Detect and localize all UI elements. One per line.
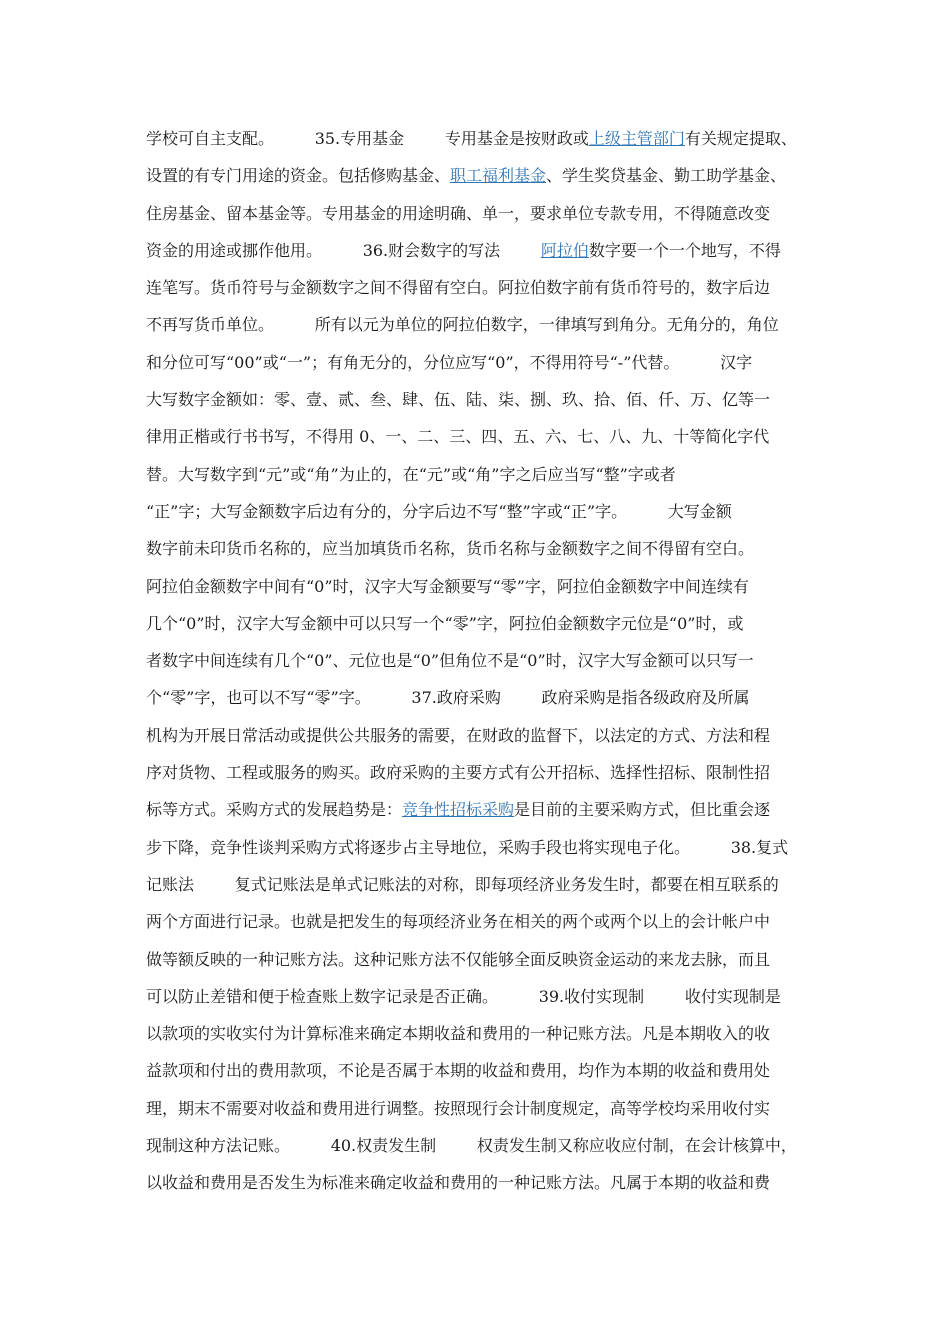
text-line — [146, 1052, 816, 1089]
text-line — [146, 679, 816, 716]
text-segment: 和分位可写“00”或“一”；有角无分的，分位应写“0”，不得用符号“-”代替。 汉字 — [146, 352, 753, 372]
text-segment: 资金的用途或挪作他用。 36.财会数字的写法 — [146, 240, 541, 260]
text-line — [146, 605, 816, 642]
text-line — [146, 829, 816, 866]
text-line — [146, 754, 816, 791]
hyperlink[interactable]: 职工福利基金 — [450, 166, 547, 186]
text-segment: 学校可自主支配。 35.专用基金 专用基金是按财政或 — [146, 129, 589, 148]
text-line — [146, 717, 816, 754]
hyperlink[interactable]: 上级主管部门 — [588, 129, 685, 148]
text-segment: 两个方面进行记录。也就是把发生的每项经济业务在相关的两个或两个以上的会计帐户中 — [146, 912, 771, 932]
text-line — [146, 1090, 816, 1127]
text-line — [146, 418, 816, 455]
hyperlink[interactable]: 竞争性招标采购 — [402, 800, 515, 820]
text-line — [146, 866, 816, 903]
text-line — [146, 1015, 816, 1052]
text-segment: 数字前未印货币名称的，应当加填货币名称，货币名称与金额数字之间不得留有空白。 — [146, 539, 755, 559]
text-line — [146, 978, 816, 1015]
text-segment: 现制这种方法记账。 40.权责发生制 权责发生制又称应收应付制，在会计核算中， — [146, 1136, 797, 1156]
hyperlink[interactable]: 阿拉伯 — [540, 240, 589, 260]
text-segment: 设置的有专门用途的资金。包括修购基金、 — [146, 166, 451, 186]
text-line — [146, 344, 816, 381]
text-segment: 做等额反映的一种记账方法。这种记账方法不仅能够全面反映资金运动的来龙去脉，而且 — [146, 949, 771, 969]
text-segment: 律用正楷或行书书写，不得用 0、一、二、三、四、五、六、七、八、九、十等简化字代 — [146, 427, 770, 447]
text-line — [146, 941, 816, 978]
text-line — [146, 456, 816, 493]
text-line — [146, 269, 816, 306]
text-segment: 机构为开展日常活动或提供公共服务的需要，在财政的监督下，以法定的方式、方法和程 — [146, 725, 771, 745]
text-segment: 序对货物、工程或服务的购买。政府采购的主要方式有公开招标、选择性招标、限制性招 — [146, 763, 771, 783]
text-segment: 是目前的主要采购方式，但比重会逐 — [514, 800, 771, 820]
text-line — [146, 530, 816, 567]
text-segment: “正”字；大写金额数字后边有分的，分字后边不写“整”字或“正”字。 大写金额 — [146, 501, 732, 521]
text-line — [146, 642, 816, 679]
document-body — [146, 120, 816, 1202]
text-segment: 、学生奖贷基金、勤工助学基金、 — [546, 166, 787, 186]
text-segment: 阿拉伯金额数字中间有“0”时，汉字大写金额要写“零”字，阿拉伯金额数字中间连续有 — [146, 576, 749, 596]
text-line — [146, 1127, 816, 1164]
text-line — [146, 381, 816, 418]
text-line — [146, 120, 816, 157]
text-segment: 标等方式。采购方式的发展趋势是： — [146, 800, 403, 820]
text-segment: 者数字中间连续有几个“0”、元位也是“0”但角位不是“0”时，汉字大写金额可以只写一 — [146, 651, 754, 671]
text-line — [146, 232, 816, 269]
text-segment: 几个“0”时，汉字大写金额中可以只写一个“零”字，阿拉伯金额数字元位是“0”时，或 — [146, 613, 744, 633]
text-line — [146, 1164, 816, 1201]
text-segment: 替。大写数字到“元”或“角”为止的，在“元”或“角”字之后应当写“整”字或者 — [146, 464, 676, 484]
text-segment: 住房基金、留本基金等。专用基金的用途明确、单一，要求单位专款专用，不得随意改变 — [146, 203, 771, 223]
text-segment: 数字要一个一个地写，不得 — [588, 240, 781, 260]
text-line — [146, 493, 816, 530]
text-segment: 步下降，竞争性谈判采购方式将逐步占主导地位，采购手段也将实现电子化。 38.复式 — [146, 837, 789, 857]
text-segment: 以款项的实收实付为计算标准来确定本期收益和费用的一种记账方法。凡是本期收入的收 — [146, 1024, 771, 1044]
text-segment: 个“零”字，也可以不写“零”字。 37.政府采购 政府采购是指各级政府及所属 — [146, 688, 750, 708]
text-segment: 有关规定提取、 — [684, 129, 797, 148]
text-segment: 记账法 复式记账法是单式记账法的对称，即每项经济业务发生时，都要在相互联系的 — [146, 874, 779, 894]
text-line — [146, 306, 816, 343]
text-segment: 益款项和付出的费用款项，不论是否属于本期的收益和费用，均作为本期的收益和费用处 — [146, 1061, 771, 1081]
text-line — [146, 157, 816, 194]
text-segment: 可以防止差错和便于检查账上数字记录是否正确。 39.收付实现制 收付实现制是 — [146, 986, 781, 1006]
text-line — [146, 195, 816, 232]
text-line — [146, 791, 816, 828]
text-segment: 理，期末不需要对收益和费用进行调整。按照现行会计制度规定，高等学校均采用收付实 — [146, 1098, 771, 1118]
text-segment: 以收益和费用是否发生为标准来确定收益和费用的一种记账方法。凡属于本期的收益和费 — [146, 1173, 771, 1193]
text-segment: 大写数字金额如：零、壹、贰、叁、肆、伍、陆、柒、捌、玖、拾、佰、仟、万、亿等一 — [146, 390, 771, 410]
text-segment: 不再写货币单位。 所有以元为单位的阿拉伯数字，一律填写到角分。无角分的，角位 — [146, 315, 779, 335]
text-segment: 连笔写。货币符号与金额数字之间不得留有空白。阿拉伯数字前有货币符号的，数字后边 — [146, 278, 771, 298]
text-line — [146, 568, 816, 605]
text-line — [146, 903, 816, 940]
